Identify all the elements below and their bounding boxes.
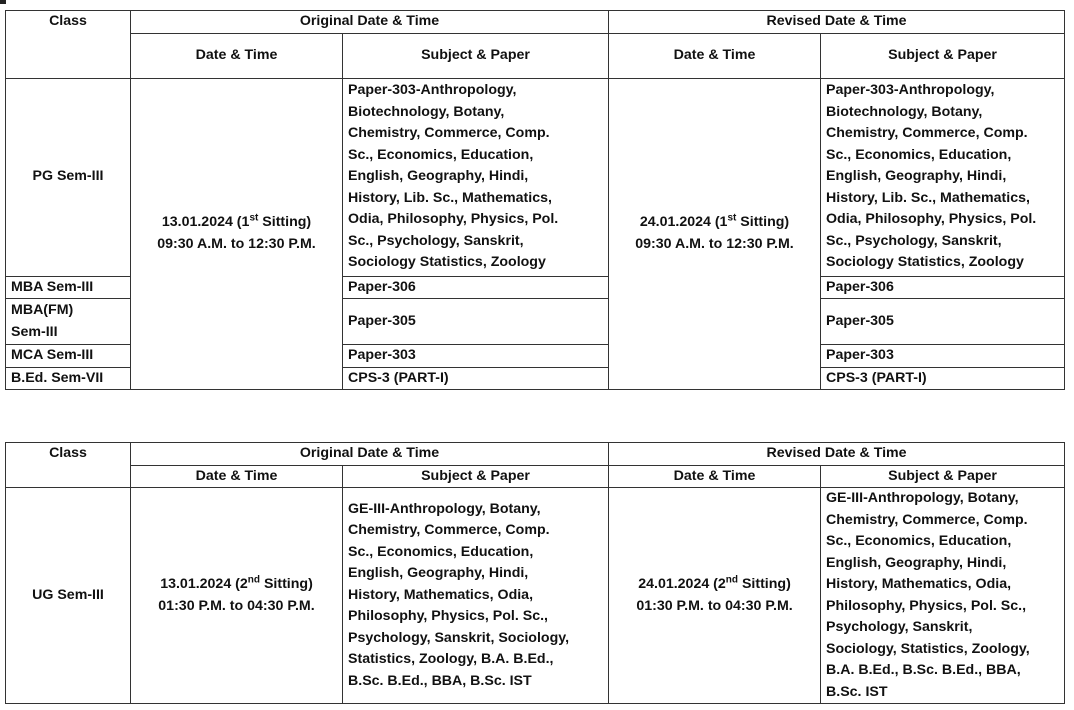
header-revised-date-time: Revised Date & Time xyxy=(609,443,1065,466)
header-revised-subject: Subject & Paper xyxy=(821,465,1065,488)
revised-time: 01:30 P.M. to 04:30 P.M. xyxy=(636,597,793,614)
header-revised-subject: Subject & Paper xyxy=(821,33,1065,78)
revised-subject-cell: CPS-3 (PART-I) xyxy=(821,367,1065,390)
original-time: 01:30 P.M. to 04:30 P.M. xyxy=(158,597,315,614)
revised-date-time-cell xyxy=(609,488,821,704)
original-subject-cell: Paper-305 xyxy=(343,299,609,345)
original-date-time-cell xyxy=(131,78,343,390)
header-original-subject: Subject & Paper xyxy=(343,465,609,488)
header-revised-date-time: Revised Date & Time xyxy=(609,11,1065,34)
top-edge-mark xyxy=(0,0,6,4)
revised-sitting-ordinal: st xyxy=(727,212,737,224)
original-sitting-ordinal: nd xyxy=(247,574,260,586)
revised-date: 24.01.2024 (2 xyxy=(638,576,726,592)
header-original-date-time: Original Date & Time xyxy=(131,443,609,466)
class-cell: B.Ed. Sem-VII xyxy=(6,367,131,390)
class-cell: MCA Sem-III xyxy=(6,345,131,368)
original-subject-cell: Paper-306 xyxy=(343,276,609,299)
header-class: Class xyxy=(6,11,131,79)
revised-time: 09:30 A.M. to 12:30 P.M. xyxy=(635,235,794,252)
original-sitting-label: Sitting) xyxy=(260,576,313,592)
class-cell: PG Sem-III xyxy=(6,78,131,276)
header-original-date: Date & Time xyxy=(131,33,343,78)
class-cell: MBA Sem-III xyxy=(6,276,131,299)
original-date-time-cell xyxy=(131,488,343,704)
header-revised-date: Date & Time xyxy=(609,465,821,488)
original-date: 13.01.2024 (2 xyxy=(160,576,248,592)
header-original-date: Date & Time xyxy=(131,465,343,488)
class-cell: MBA(FM) Sem-III xyxy=(6,299,131,345)
schedule-table-second-sitting xyxy=(5,442,1065,704)
revised-subject-cell: Paper-306 xyxy=(821,276,1065,299)
revised-date-time-cell xyxy=(609,78,821,390)
revised-date: 24.01.2024 (1 xyxy=(639,214,728,231)
header-original-date-time: Original Date & Time xyxy=(131,11,609,34)
revised-subject-cell: Paper-303-Anthropology, Biotechnology, Botany, Chemistry, Commerce, Comp. Sc., Economics, Education, English, Geography, Hindi, History, Lib. Sc., Mathematics, Odia, Philosophy, Physics, Pol. Sc., Psychology, Sanskrit, Sociology Statistics, Zoology xyxy=(821,78,1065,276)
header-original-subject: Subject & Paper xyxy=(343,33,609,78)
original-subject-cell: GE-III-Anthropology, Botany, Chemistry, Commerce, Comp. Sc., Economics, Education, English, Geography, Hindi, History, Mathematics, Odia, Philosophy, Physics, Pol. Sc., Psychology, Sanskrit, Sociology, Statistics, Zoology, B.A. B.Ed., B.Sc. B.Ed., BBA, B.Sc. IST xyxy=(343,488,609,704)
revised-subject-cell: GE-III-Anthropology, Botany, Chemistry, Commerce, Comp. Sc., Economics, Education, English, Geography, Hindi, History, Mathematics, Odia, Philosophy, Physics, Pol. Sc., Psychology, Sanskrit, Sociology, Statistics, Zoology, B.A. B.Ed., B.Sc. B.Ed., BBA, B.Sc. IST xyxy=(821,488,1065,704)
revised-sitting-ordinal: nd xyxy=(725,574,739,586)
original-sitting-label: Sitting) xyxy=(258,214,312,231)
original-time: 09:30 A.M. to 12:30 P.M. xyxy=(157,235,316,252)
header-class: Class xyxy=(6,443,131,488)
revised-subject-cell: Paper-305 xyxy=(821,299,1065,345)
class-cell: UG Sem-III xyxy=(6,488,131,704)
original-subject-cell: CPS-3 (PART-I) xyxy=(343,367,609,390)
original-subject-cell: Paper-303-Anthropology, Biotechnology, Botany, Chemistry, Commerce, Comp. Sc., Economics, Education, English, Geography, Hindi, History, Lib. Sc., Mathematics, Odia, Philosophy, Physics, Pol. Sc., Psychology, Sanskrit, Sociology Statistics, Zoology xyxy=(343,78,609,276)
original-date: 13.01.2024 (1 xyxy=(161,214,250,231)
original-subject-cell: Paper-303 xyxy=(343,345,609,368)
revised-sitting-label: Sitting) xyxy=(738,576,791,592)
revised-subject-cell: Paper-303 xyxy=(821,345,1065,368)
schedule-table-first-sitting xyxy=(5,10,1065,390)
header-revised-date: Date & Time xyxy=(609,33,821,78)
original-sitting-ordinal: st xyxy=(249,212,259,224)
revised-sitting-label: Sitting) xyxy=(736,214,790,231)
